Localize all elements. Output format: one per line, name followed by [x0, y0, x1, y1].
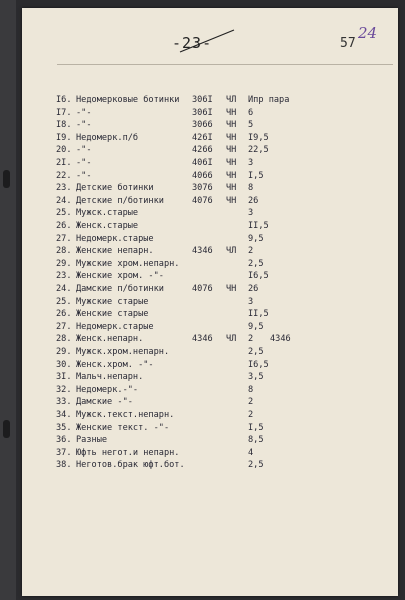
item-name: Недомерковые ботинки	[76, 95, 180, 105]
table-row	[22, 245, 398, 258]
item-name: Недомерк.старые	[76, 233, 154, 244]
item-name: Мужские старые	[76, 296, 149, 307]
page-number: -23-	[172, 34, 213, 52]
table-row	[22, 333, 398, 346]
table-row	[22, 270, 398, 283]
folio-handwritten: 24	[358, 24, 378, 42]
table-row	[22, 258, 398, 271]
unit-code: ЧН	[226, 120, 237, 131]
item-name: Дамские -"-	[76, 397, 133, 408]
article-code: 4066	[192, 170, 213, 181]
table-row	[22, 396, 398, 409]
quantity: 8	[248, 183, 254, 194]
row-number: 33.	[56, 397, 72, 408]
quantity: 3	[248, 296, 254, 307]
extra-note: 4346	[270, 334, 291, 345]
row-number: 26.	[56, 309, 72, 320]
item-name: Недомерк.старые	[76, 321, 154, 332]
row-number: 26.	[56, 221, 72, 231]
row-number: 34.	[56, 410, 72, 420]
table-row	[22, 359, 398, 372]
table-row	[22, 233, 398, 246]
quantity: 2	[248, 246, 254, 257]
unit-code: ЧН	[226, 284, 237, 294]
item-name: Детские ботинки	[76, 183, 154, 194]
item-name: Женские старые	[76, 309, 149, 320]
table-row	[22, 346, 398, 359]
item-name: Женские непарн.	[76, 246, 154, 257]
article-code: 4076	[192, 195, 213, 206]
item-name: Мужск.старые	[76, 208, 139, 219]
item-name: -"-	[76, 145, 92, 156]
item-name: Разные	[76, 435, 108, 446]
article-code: 306I	[192, 107, 213, 118]
table-row	[22, 195, 398, 208]
quantity: I6,5	[248, 359, 269, 370]
item-name: -"-	[76, 158, 92, 168]
unit-code: ЧЛ	[226, 95, 237, 105]
item-name: Женск.хром. -"-	[76, 359, 154, 370]
row-number: 30.	[56, 359, 72, 370]
article-code: 3076	[192, 183, 213, 194]
quantity: 3	[248, 208, 254, 219]
quantity: 8	[248, 384, 254, 395]
table-row	[22, 94, 398, 107]
header-rule	[57, 64, 393, 65]
binding-hole	[3, 420, 10, 438]
item-name: Женск.непарн.	[76, 334, 144, 345]
document-page	[22, 8, 398, 596]
quantity: 8,5	[248, 435, 264, 446]
article-code: 4346	[192, 246, 213, 257]
unit-code: ЧН	[226, 107, 237, 118]
unit-code: ЧН	[226, 145, 237, 156]
unit-code: ЧН	[226, 158, 237, 168]
row-number: 25.	[56, 296, 72, 307]
quantity: II,5	[248, 309, 269, 320]
quantity: I9,5	[248, 132, 269, 143]
quantity: 2,5	[248, 258, 264, 269]
item-name: Недомерк.-"-	[76, 384, 139, 395]
quantity: 26	[248, 284, 259, 294]
quantity: 9,5	[248, 233, 264, 244]
row-number: 27.	[56, 321, 72, 332]
item-name: Женск.старые	[76, 221, 139, 231]
item-name: Мужск.хром.непарн.	[76, 347, 170, 357]
quantity: 6	[248, 107, 254, 118]
row-number: 28.	[56, 246, 72, 257]
table-row	[22, 308, 398, 321]
table-row	[22, 119, 398, 132]
article-code: 3066	[192, 120, 213, 131]
row-number: 22.	[56, 170, 72, 181]
table-row	[22, 157, 398, 170]
page-number-strikethrough	[172, 26, 242, 56]
row-number: 37.	[56, 447, 72, 458]
row-number: 25.	[56, 208, 72, 219]
item-name: Женские текст. -"-	[76, 422, 170, 433]
article-code: 426I	[192, 132, 213, 143]
row-number: 24.	[56, 195, 72, 206]
table-row	[22, 434, 398, 447]
article-code: 4346	[192, 334, 213, 345]
item-name: Дамские п/ботинки	[76, 284, 164, 294]
item-name: Недомерк.п/б	[76, 132, 139, 143]
item-name: Мальч.непарн.	[76, 372, 144, 383]
row-number: I7.	[56, 107, 72, 118]
folio-number: 57	[340, 36, 356, 51]
row-number: 2I.	[56, 158, 72, 168]
table-row	[22, 296, 398, 309]
quantity: 5	[248, 120, 254, 131]
row-number: 32.	[56, 384, 72, 395]
quantity: 3	[248, 158, 254, 168]
table-row	[22, 207, 398, 220]
quantity: I,5	[248, 170, 264, 181]
table-row	[22, 384, 398, 397]
row-number: I8.	[56, 120, 72, 131]
quantity: 22,5	[248, 145, 269, 156]
quantity: II,5	[248, 221, 269, 231]
article-code: 306I	[192, 95, 213, 105]
row-number: I6.	[56, 95, 72, 105]
table-row	[22, 283, 398, 296]
row-number: I9.	[56, 132, 72, 143]
row-number: 20.	[56, 145, 72, 156]
item-name: -"-	[76, 170, 92, 181]
unit-code: ЧН	[226, 195, 237, 206]
row-number: 23.	[56, 271, 72, 282]
quantity: 26	[248, 195, 259, 206]
item-name: Неготов.брак юфт.бот.	[76, 460, 185, 471]
item-name: Мужск.текст.непарн.	[76, 410, 175, 420]
row-number: 29.	[56, 347, 72, 357]
unit-code: ЧЛ	[226, 246, 237, 257]
table-row	[22, 321, 398, 334]
binding-edge	[0, 0, 16, 600]
quantity: 2,5	[248, 460, 264, 471]
table-row	[22, 459, 398, 472]
unit-code: ЧН	[226, 183, 237, 194]
row-number: 27.	[56, 233, 72, 244]
quantity: 2	[248, 410, 254, 420]
quantity: I,5	[248, 422, 264, 433]
row-number: 24.	[56, 284, 72, 294]
quantity: 2,5	[248, 347, 264, 357]
row-number: 23.	[56, 183, 72, 194]
table-row	[22, 170, 398, 183]
unit-code: ЧН	[226, 132, 237, 143]
quantity: I6,5	[248, 271, 269, 282]
quantity: 2	[248, 397, 254, 408]
row-number: 28.	[56, 334, 72, 345]
row-number: 29.	[56, 258, 72, 269]
quantity: Ипр пара	[248, 95, 290, 105]
binding-hole	[3, 170, 10, 188]
item-name: Женские хром. -"-	[76, 271, 164, 282]
row-number: 38.	[56, 460, 72, 471]
item-name: Юфть негот.и непарн.	[76, 447, 180, 458]
quantity: 4	[248, 447, 254, 458]
table-row	[22, 371, 398, 384]
table-row	[22, 182, 398, 195]
item-name: -"-	[76, 120, 92, 131]
table-row	[22, 144, 398, 157]
table-row	[22, 220, 398, 233]
item-name: Мужские хром.непарн.	[76, 258, 180, 269]
table-row	[22, 447, 398, 460]
article-code: 406I	[192, 158, 213, 168]
item-name: Детские п/ботинки	[76, 195, 164, 206]
table-row	[22, 409, 398, 422]
row-number: 35.	[56, 422, 72, 433]
table-row	[22, 107, 398, 120]
item-name: -"-	[76, 107, 92, 118]
quantity: 3,5	[248, 372, 264, 383]
unit-code: ЧН	[226, 170, 237, 181]
unit-code: ЧЛ	[226, 334, 237, 345]
article-code: 4076	[192, 284, 213, 294]
row-number: 3I.	[56, 372, 72, 383]
article-code: 4266	[192, 145, 213, 156]
table-row	[22, 132, 398, 145]
table-row	[22, 422, 398, 435]
row-number: 36.	[56, 435, 72, 446]
quantity: 2	[248, 334, 254, 345]
quantity: 9,5	[248, 321, 264, 332]
